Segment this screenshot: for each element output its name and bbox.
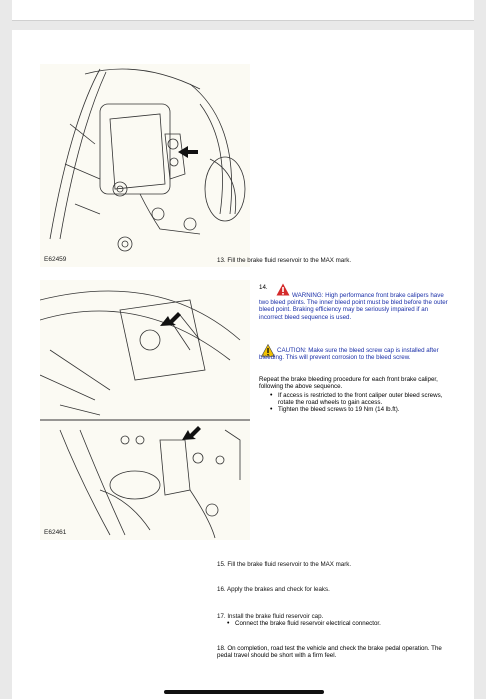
step-14-number: 14. (259, 284, 268, 291)
warning-body: WARNING: High performance front brake calipers have two bleed points. The inner bleed point must be bled before the outer bleed point. Braking efficiency may be seriously impaired if an incorrect bleed sequence is used. (259, 292, 448, 321)
step-14-bullet-1: • If access is restricted to the front caliper outer bleed screws, rotate the road wheels to gain access. (278, 392, 450, 406)
step-14-bullet-2: • Tighten the bleed screws to 19 Nm (14 lb.ft). (278, 406, 450, 413)
step-15: 15. Fill the brake fluid reservoir to the MAX mark. (217, 561, 352, 568)
figure-brake-caliper-top (40, 64, 250, 267)
manual-page (12, 30, 474, 699)
warning-text (259, 292, 449, 321)
step-16: 16. Apply the brakes and check for leaks. (217, 586, 330, 593)
figure-code-1: E62459 (44, 256, 67, 263)
home-indicator[interactable] (164, 690, 324, 694)
step-13: 13. Fill the brake fluid reservoir to the MAX mark. (217, 257, 352, 264)
step-17-bullet-1: • Connect the brake fluid reservoir electrical connector. (235, 620, 465, 627)
caliper-illustration-1 (40, 64, 250, 267)
step-18: 18. On completion, road test the vehicle and check the brake pedal operation. The pedal travel should be short with a firm feel. (217, 645, 442, 660)
step-17: 17. Install the brake fluid reservoir cap. (217, 613, 324, 620)
caliper-illustration-2 (40, 280, 250, 540)
step-14-intro: Repeat the brake bleeding procedure for each front brake caliper, following the above sequence. (259, 376, 438, 391)
figure-code-2: E62461 (44, 529, 67, 536)
caution-body: CAUTION: Make sure the bleed screw cap is installed after bleeding. This will prevent corrosion to the bleed screw. (259, 347, 439, 362)
figure-brake-caliper-bottom (40, 280, 250, 540)
previous-page-edge (12, 0, 474, 21)
step-17-bullets (217, 620, 465, 627)
step-14-bullets (260, 392, 450, 414)
caution-text (259, 347, 449, 361)
